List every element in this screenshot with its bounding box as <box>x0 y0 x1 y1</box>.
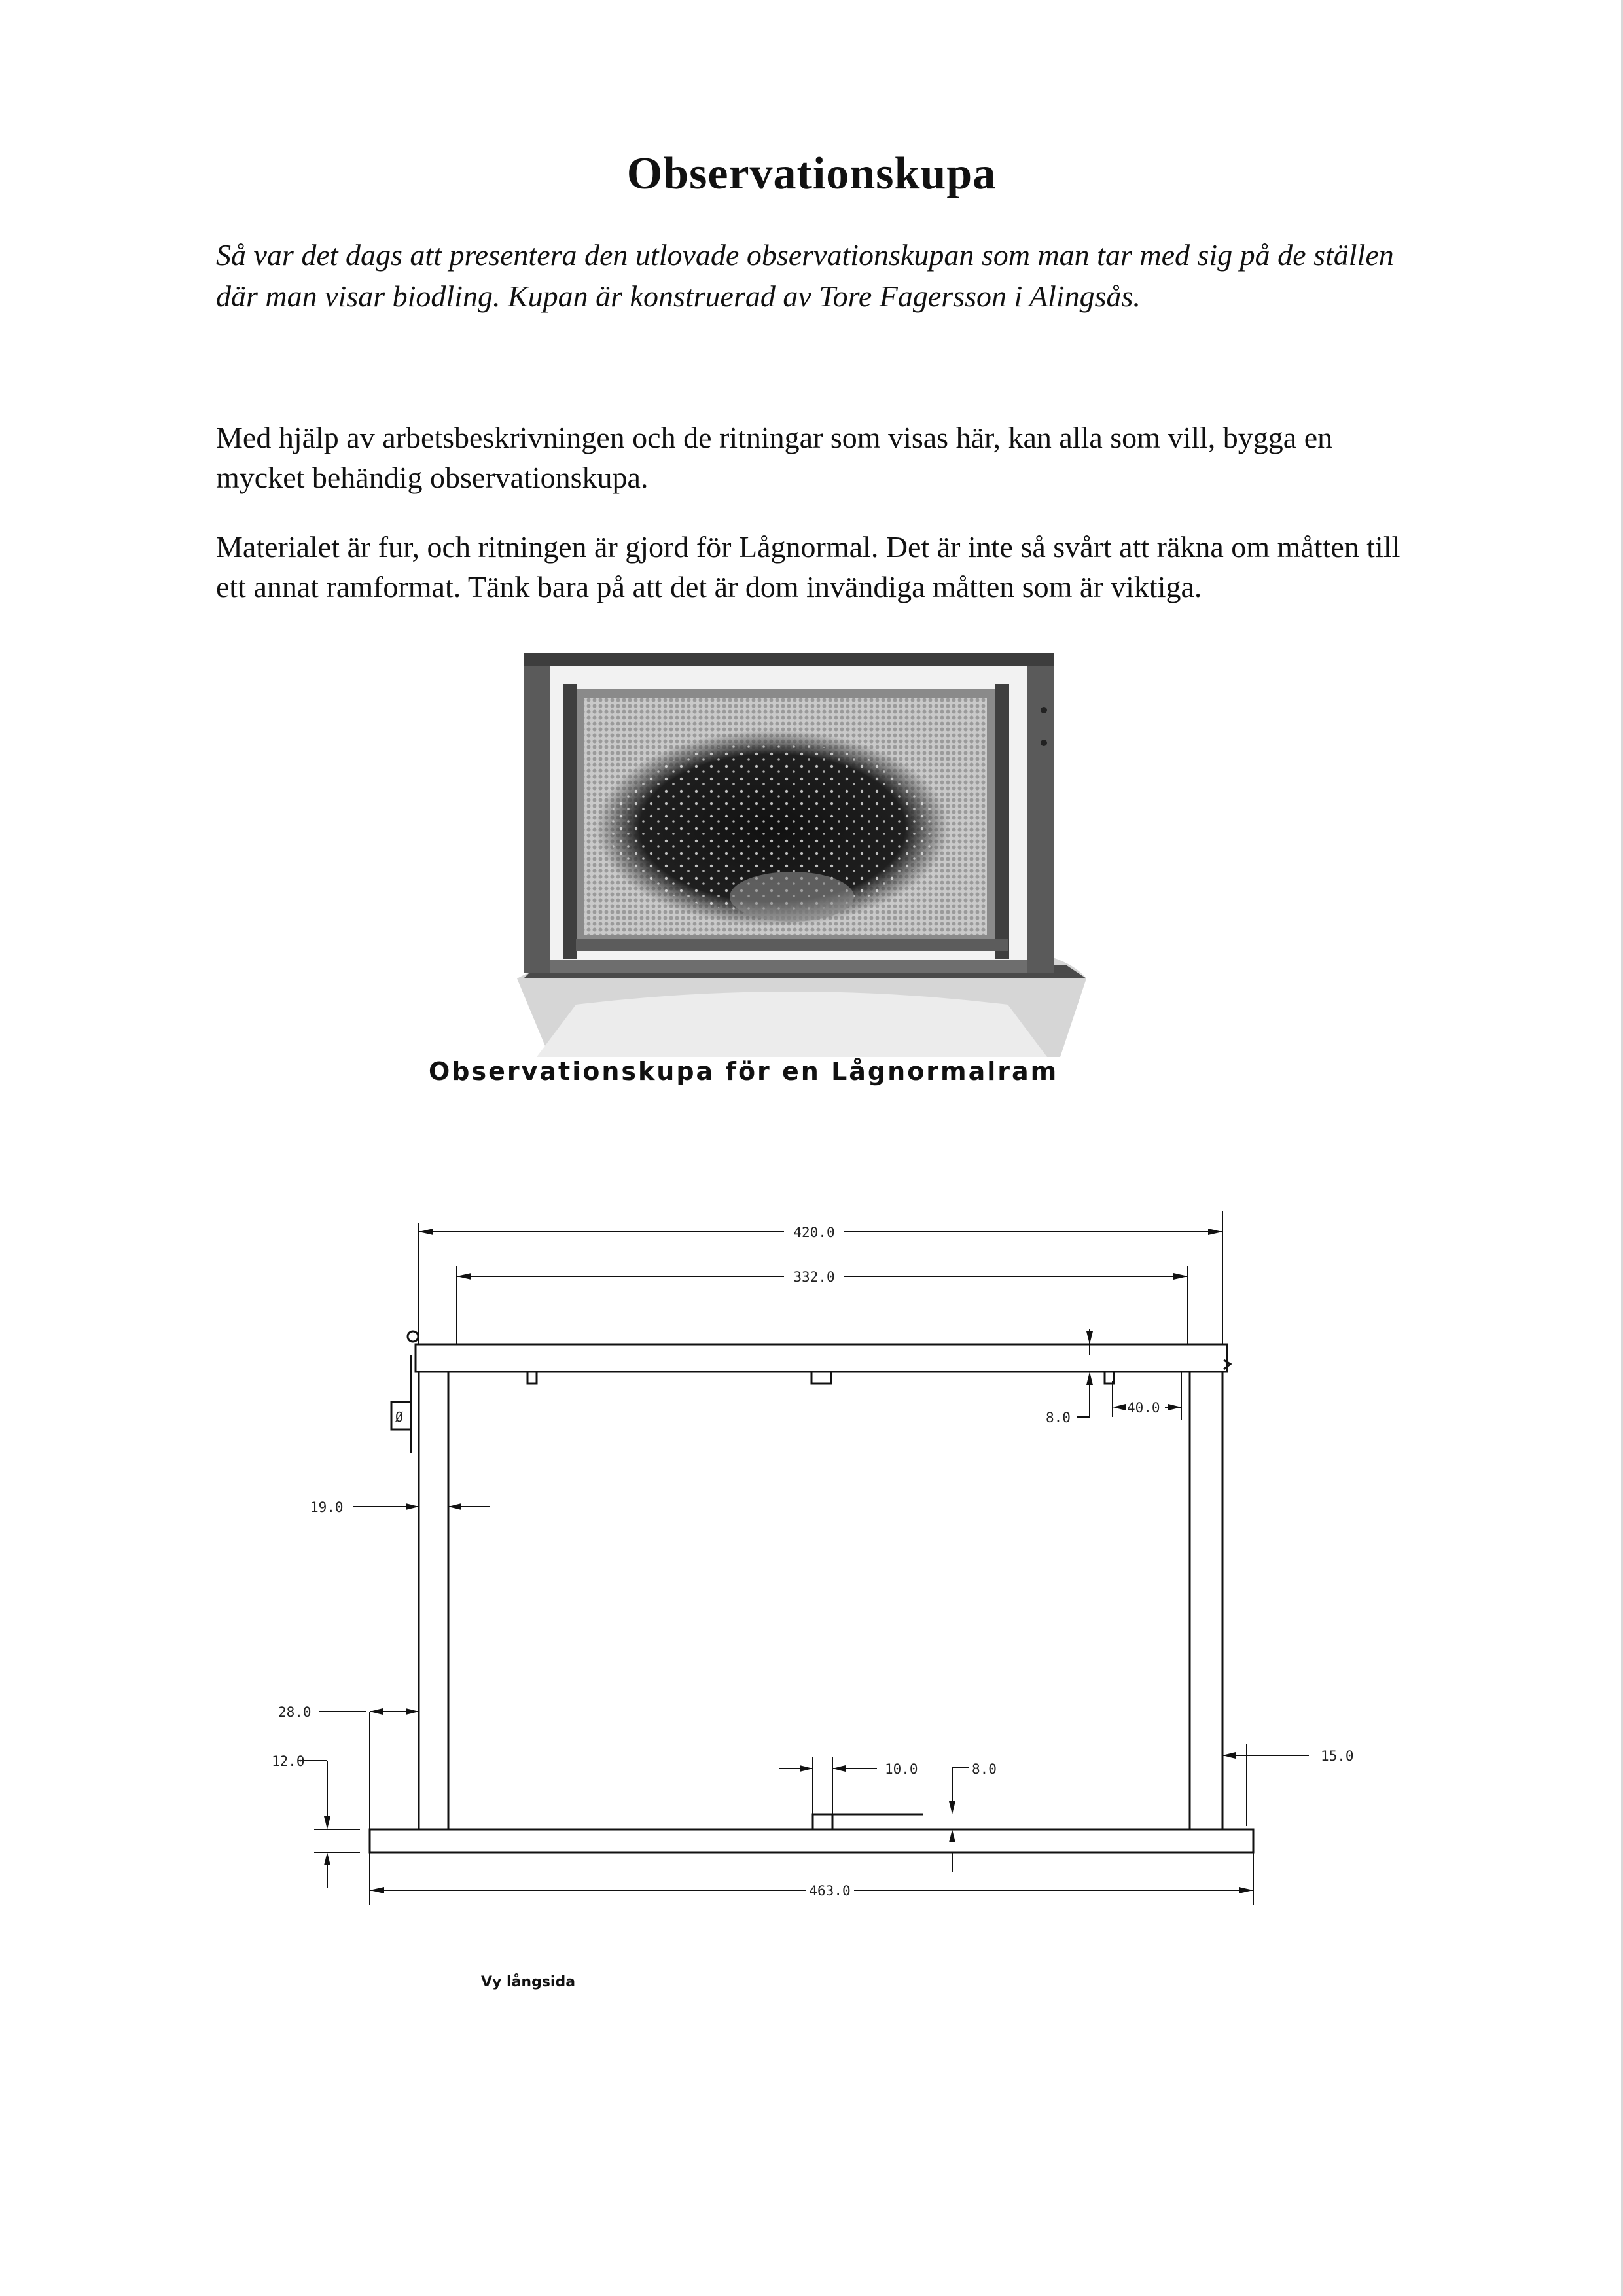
technical-drawing <box>0 1191 1623 2042</box>
body-paragraph-2: Materialet är fur, och ritningen är gjord för Lågnormal. Det är inte så svårt att räkna om måtten till ett annat ramformat. Tänk bara på att det är dom invändiga måtten som är viktiga. <box>216 530 1400 603</box>
body-paragraph-1: Med hjälp av arbetsbeskrivningen och de ritningar som visas här, kan alla som vill, bygga en mycket behändig observationskupa. <box>216 421 1333 494</box>
dim-slot-width: 10.0 <box>885 1761 918 1777</box>
photo-caption: Observationskupa för en Lågnormalram <box>429 1057 1059 1086</box>
page-title: Observationskupa <box>626 149 997 199</box>
hive-photo <box>497 638 1086 1057</box>
dim-base-length: 463.0 <box>809 1883 851 1899</box>
dim-left-offset: 28.0 <box>278 1704 312 1720</box>
dim-inner-width: 332.0 <box>793 1269 835 1285</box>
dim-right-post: 15.0 <box>1321 1748 1354 1764</box>
dim-slot-height: 8.0 <box>972 1761 997 1777</box>
dim-top-offset: 8.0 <box>1046 1410 1071 1426</box>
dim-top-right: 40.0 <box>1127 1400 1160 1416</box>
drawing-caption: Vy långsida <box>481 1974 576 1990</box>
dim-overall-width: 420.0 <box>793 1225 835 1240</box>
intro-paragraph: Så var det dags att presentera den utlovade observationskupan som man tar med sig på de ställen där man visar biodling. Kupan är konstruerad av Tore Fagersson i Alingsås. <box>216 238 1394 313</box>
dim-base-height: 12.0 <box>272 1753 305 1769</box>
dim-left-post: 19.0 <box>310 1499 344 1515</box>
hinge-symbol: Ø <box>395 1409 404 1425</box>
